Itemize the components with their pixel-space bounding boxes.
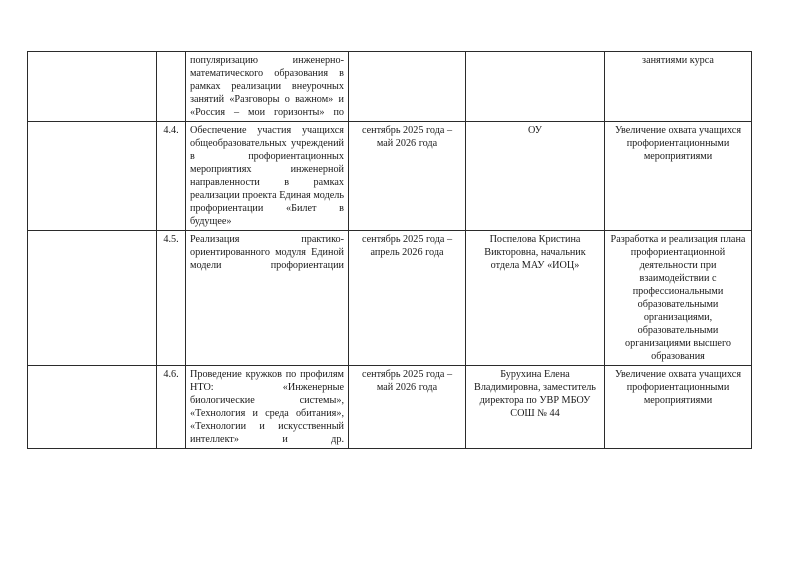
cell-date: сентябрь 2025 года – май 2026 года <box>349 122 466 231</box>
cell-blank <box>28 122 157 231</box>
cell-result: занятиями курса <box>605 52 752 122</box>
cell-responsible: Бурухина Елена Владимировна, заместитель директора по УВР МБОУ СОШ № 44 <box>466 366 605 449</box>
cell-result: Увеличение охвата учащихся профориентационными мероприятиями <box>605 366 752 449</box>
cell-blank <box>28 366 157 449</box>
cell-number: 4.4. <box>157 122 186 231</box>
cell-responsible: Поспелова Кристина Викторовна, начальник отдела МАУ «ИОЦ» <box>466 231 605 366</box>
cell-task: Проведение кружков по профилям НТО: «Инженерные биологические системы», «Технология и среда обитания», «Технологии и искусственный интеллект» и др. <box>186 366 349 449</box>
cell-result: Разработка и реализация плана профориентационной деятельности при взаимодействии с профессиональными образовательными организациями, образовательными организациями высшего образования <box>605 231 752 366</box>
cell-responsible <box>466 52 605 122</box>
cell-date: сентябрь 2025 года – апрель 2026 года <box>349 231 466 366</box>
cell-task: популяризацию инженерно-математического образования в рамках реализации внеурочных занятий «Разговоры о важном» и «Россия – мои горизонты» по <box>186 52 349 122</box>
plan-table <box>27 51 752 449</box>
table-row <box>28 122 752 231</box>
table-row <box>28 366 752 449</box>
cell-number <box>157 52 186 122</box>
cell-number: 4.6. <box>157 366 186 449</box>
cell-number: 4.5. <box>157 231 186 366</box>
cell-result: Увеличение охвата учащихся профориентационными мероприятиями <box>605 122 752 231</box>
table-row <box>28 231 752 366</box>
cell-task: Обеспечение участия учащихся общеобразовательных учреждений в профориентационных мероприятиях инженерной направленности в рамках реализации проекта Единая модель профориентации «Билет в будущее» <box>186 122 349 231</box>
cell-blank <box>28 231 157 366</box>
cell-blank <box>28 52 157 122</box>
table-row <box>28 52 752 122</box>
cell-task: Реализация практико-ориентированного модуля Единой модели профориентации <box>186 231 349 366</box>
cell-date <box>349 52 466 122</box>
cell-date: сентябрь 2025 года – май 2026 года <box>349 366 466 449</box>
cell-responsible: ОУ <box>466 122 605 231</box>
